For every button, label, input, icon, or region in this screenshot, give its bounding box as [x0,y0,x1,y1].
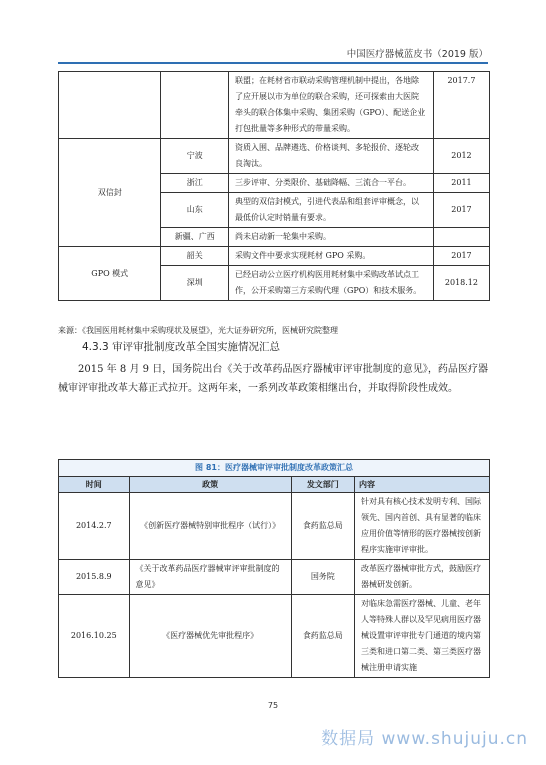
table-row [59,139,490,174]
category-cell: GPO 模式 [59,247,161,301]
policy-cell: 《关于改革药品医疗器械审评审批制度的意见》 [129,560,291,595]
section-title: 审评审批制度改革全国实施情况汇总 [112,341,281,353]
time-cell: 2014.2.7 [59,493,130,560]
city-cell: 新疆、广西 [161,228,228,247]
city-cell: 山东 [161,193,228,228]
section-heading [82,339,280,354]
table-cell: 三步评审、分类限价、基础降幅、三流合一平台。 [228,174,433,193]
policy-table [58,476,490,678]
city-cell: 深圳 [161,266,228,301]
table-cell: 联盟；在耗材省市联动采购管理机制中提出，各地除了应开展以市为单位的联合采购，还可探索由大医院牵头的联合体集中采购、集团采购（GPO）、配送企业打包批量等多种形式的带量采购。 [228,72,433,139]
page-number: 75 [267,701,279,710]
table-cell: 2017 [433,247,489,266]
section-number: 4.3.3 [82,341,109,353]
table-cell: 2012 [433,139,489,174]
time-cell: 2016.10.25 [59,595,130,678]
table-row [59,595,490,678]
table-header-row [59,477,490,493]
city-cell: 韶关 [161,247,228,266]
category-cell: 双信封 [59,139,161,247]
table-cell: 2018.12 [433,266,489,301]
header-dept: 发文部门 [291,477,354,493]
body-paragraph: 2015 年 8 月 9 日，国务院出台《关于改革药品医疗器械审评审批制度的意见》，药品医疗器械审评审批改革大幕正式拉开。这两年来，一系列改革政策相继出台，并取得阶段性成效。 [58,364,488,394]
header-time: 时间 [59,477,130,493]
table-row [59,72,490,139]
content-cell: 对临床急需医疗器械、儿童、老年人等特殊人群以及罕见病用医疗器械设置审评审批专门通道的境内第三类和进口第二类、第三类医疗器械注册申请实施 [355,595,490,678]
table-cell: 已经启动公立医疗机构医用耗材集中采购改革试点工作，公开采购第三方采购代理（GPO）和技术服务。 [228,266,433,301]
table-cell: 尚未启动新一轮集中采购。 [228,228,433,247]
dept-cell: 食药监总局 [291,595,354,678]
table-row [59,560,490,595]
table-cell: 2017.7 [433,72,489,139]
policy-cell: 《医疗器械优先审批程序》 [129,595,291,678]
city-cell: 宁波 [161,139,228,174]
table-caption: 图 81：医疗器械审评审批制度改革政策汇总 [58,459,490,476]
time-cell: 2015.8.9 [59,560,130,595]
source-note: 来源：《我国医用耗材集中采购现状及展望》，光大证券研究所，医械研究院整理 [58,326,338,335]
table-cell: 典型的双信封模式，引进代表品和组套评审概念，以最低价认定时销量有要求。 [228,193,433,228]
policy-cell: 《创新医疗器械特别审批程序（试行）》 [129,493,291,560]
table-cell: 2011 [433,174,489,193]
content-cell: 针对具有核心技术发明专利、国际领先、国内首创、具有显著的临床应用价值等情形的医疗器械按创新程序实施审评审批。 [355,493,490,560]
header-rule [58,62,488,64]
watermark: 数据局 www.shujuju.cn [321,729,528,749]
running-header: 中国医疗器械蓝皮书（2019 版） [346,49,488,60]
table-cell [433,228,489,247]
table-row [59,247,490,266]
table-cell: 2017 [433,193,489,228]
header-content: 内容 [355,477,490,493]
policy-table-block [58,459,490,678]
table-cell: 采购文件中要求实现耗材 GPO 采购。 [228,247,433,266]
table-cell: 资质入围、品牌遴选、价格谈判、多轮报价、逐轮改良淘汰。 [228,139,433,174]
table-cell [161,72,228,139]
content-cell: 改革医疗器械审批方式，鼓励医疗器械研发创新。 [355,560,490,595]
dept-cell: 国务院 [291,560,354,595]
dept-cell: 食药监总局 [291,493,354,560]
header-policy: 政策 [129,477,291,493]
table-cell [59,72,161,139]
city-cell: 浙江 [161,174,228,193]
table-row [59,493,490,560]
procurement-table [58,71,490,301]
